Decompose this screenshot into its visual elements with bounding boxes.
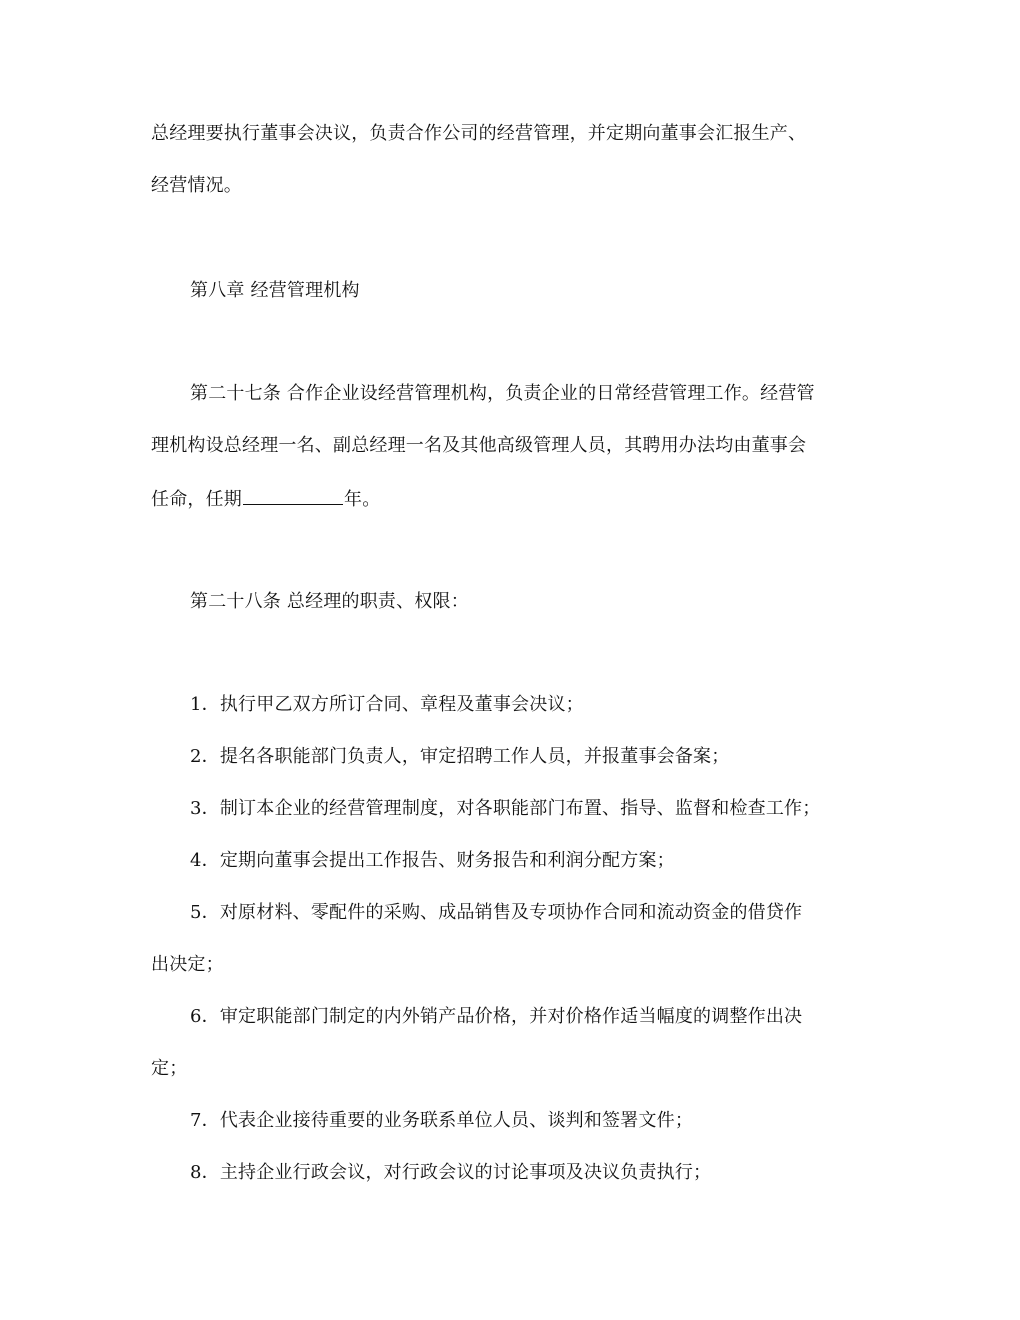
chapter-heading: 第八章 经营管理机构 xyxy=(190,280,360,301)
article-27-line-1: 第二十七条 合作企业设经营管理机构，负责企业的日常经营管理工作。经营管 xyxy=(190,383,815,404)
list-item-8: 8．主持企业行政会议，对行政会议的讨论事项及决议负责执行； xyxy=(190,1162,712,1183)
article-28-heading: 第二十八条 总经理的职责、权限： xyxy=(190,591,469,612)
article-27-line-2: 理机构设总经理一名、副总经理一名及其他高级管理人员，其聘用办法均由董事会 xyxy=(151,435,807,456)
list-item-1: 1．执行甲乙双方所订合同、章程及董事会决议； xyxy=(190,694,584,715)
list-item-6: 6．审定职能部门制定的内外销产品价格，并对价格作适当幅度的调整作出决 xyxy=(190,1006,803,1027)
list-item-5: 5．对原材料、零配件的采购、成品销售及专项协作合同和流动资金的借贷作 xyxy=(190,902,803,923)
intro-line-1: 总经理要执行董事会决议，负责合作公司的经营管理，并定期向董事会汇报生产、 xyxy=(151,123,807,144)
list-item-5-continuation: 出决定； xyxy=(151,954,224,975)
list-item-2: 2．提名各职能部门负责人，审定招聘工作人员，并报董事会备案； xyxy=(190,746,730,767)
article-27-line-3 xyxy=(151,486,380,512)
article-27-term-label: 任命，任期 xyxy=(151,489,242,510)
list-item-7: 7．代表企业接待重要的业务联系单位人员、谈判和签署文件； xyxy=(190,1110,694,1131)
list-item-6-continuation: 定； xyxy=(151,1058,188,1079)
list-item-4: 4．定期向董事会提出工作报告、财务报告和利润分配方案； xyxy=(190,850,675,871)
article-27-term-unit: 年。 xyxy=(344,489,381,510)
term-blank-field xyxy=(243,486,343,505)
intro-line-2: 经营情况。 xyxy=(151,175,242,196)
list-item-3: 3．制订本企业的经营管理制度，对各职能部门布置、指导、监督和检查工作； xyxy=(190,798,821,819)
